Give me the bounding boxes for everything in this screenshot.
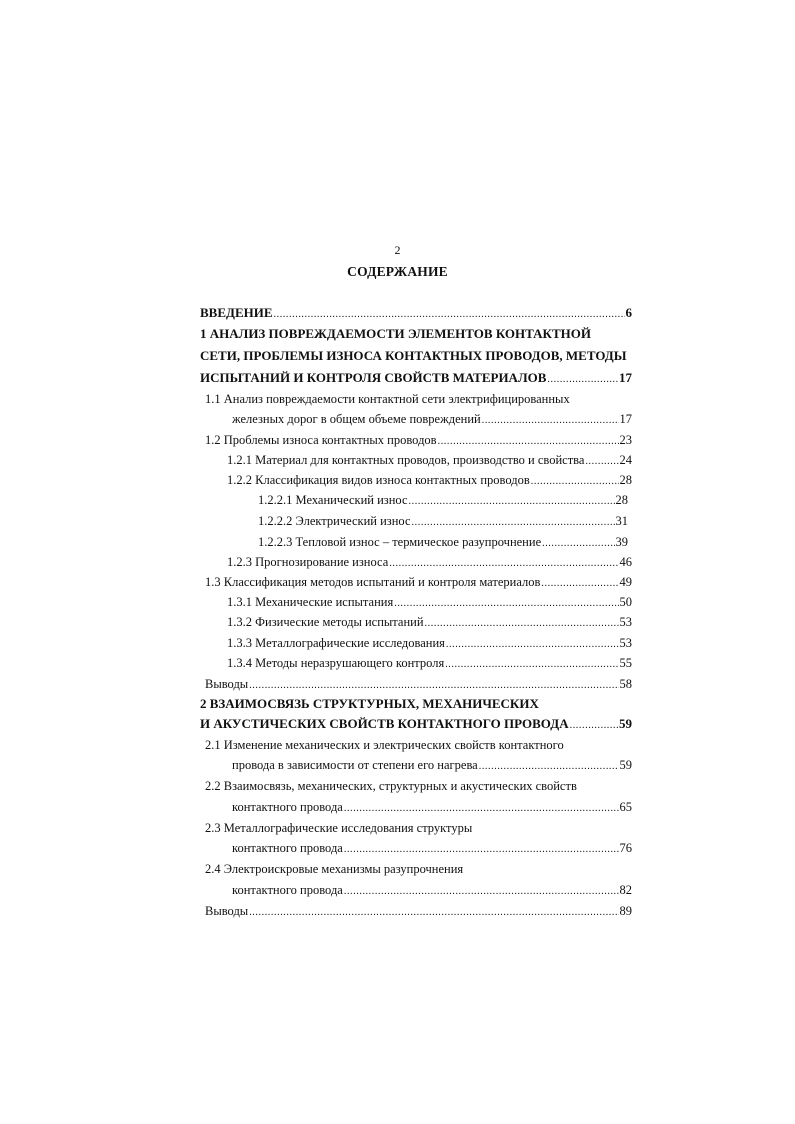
toc-entry-1-2-2-3[interactable]: [258, 532, 628, 552]
toc-entry-text: ИСПЫТАНИЙ И КОНТРОЛЯ СВОЙСТВ МАТЕРИАЛОВ: [200, 370, 547, 385]
toc-entry-1-2-2-2[interactable]: [258, 511, 628, 531]
leader-dots: [438, 430, 619, 452]
toc-entry-text: 1.3.1 Механические испытания: [227, 595, 394, 609]
leader-dots: [412, 511, 615, 533]
toc-entry-text: Выводы: [205, 677, 249, 691]
toc-entry-page: 28: [615, 493, 628, 507]
toc-entry-page: 59: [619, 716, 632, 731]
toc-entry-2-4-line-2[interactable]: [232, 880, 632, 900]
toc-entry-text: 1.3.3 Металлографические исследования: [227, 636, 445, 650]
toc-entry-text: провода в зависимости от степени его нагрева: [232, 758, 478, 772]
toc-entry-page: 46: [619, 555, 632, 569]
toc-entry-1-1-line-1[interactable]: [205, 389, 570, 409]
toc-entry-page: 53: [619, 636, 632, 650]
toc-entry-text: контактного провода: [232, 800, 343, 814]
toc-entry-text: контактного провода: [232, 841, 343, 855]
toc-entry-text: ВВЕДЕНИЕ: [200, 305, 273, 320]
toc-entry-text: 1 АНАЛИЗ ПОВРЕЖДАЕМОСТИ ЭЛЕМЕНТОВ КОНТАКТНОЙ: [200, 326, 591, 341]
page-title: СОДЕРЖАНИЕ: [347, 264, 448, 279]
toc-entry-introduction[interactable]: [200, 303, 632, 323]
leader-dots: [445, 653, 618, 675]
toc-entry-page: 58: [619, 677, 632, 691]
leader-dots: [425, 612, 619, 634]
leader-dots: [249, 901, 618, 923]
leader-dots: [344, 838, 619, 860]
toc-entry-text: 1.2.2 Классификация видов износа контактных проводов: [227, 473, 530, 487]
toc-entry-1-3[interactable]: [205, 572, 632, 592]
toc-entry-2-1-line-1[interactable]: [205, 735, 564, 755]
toc-entry-page: 39: [615, 535, 628, 549]
leader-dots: [344, 880, 619, 902]
toc-entry-2-2-line-1[interactable]: [205, 776, 577, 796]
toc-entry-chapter-1-line-1[interactable]: [200, 324, 591, 344]
toc-entry-1-2-2[interactable]: [227, 470, 632, 490]
toc-entry-page: 28: [619, 473, 632, 487]
toc-entry-page: 17: [619, 412, 632, 426]
toc-entry-text: 1.1 Анализ повреждаемости контактной сети электрифицированных: [205, 392, 570, 406]
toc-entry-page: 59: [619, 758, 632, 772]
leader-dots: [389, 552, 618, 574]
toc-entry-page: 24: [619, 453, 632, 467]
toc-entry-text: 1.2.2.1 Механический износ: [258, 493, 408, 507]
leader-dots: [541, 572, 618, 594]
toc-entry-1-3-4[interactable]: [227, 653, 632, 673]
toc-entry-text: 1.3 Классификация методов испытаний и контроля материалов: [205, 575, 541, 589]
toc-entry-text: Выводы: [205, 904, 249, 918]
leader-dots: [542, 532, 614, 554]
toc-entry-text: 1.2.2.3 Тепловой износ – термическое разупрочнение: [258, 535, 542, 549]
toc-entry-2-3-line-2[interactable]: [232, 838, 632, 858]
toc-entry-page: 49: [619, 575, 632, 589]
toc-entry-text: 2 ВЗАИМОСВЯЗЬ СТРУКТУРНЫХ, МЕХАНИЧЕСКИХ: [200, 696, 539, 711]
toc-entry-text: 1.2.1 Материал для контактных проводов, производство и свойства: [227, 453, 585, 467]
toc-entry-text: 1.3.4 Методы неразрушающего контроля: [227, 656, 445, 670]
toc-entry-2-1-line-2[interactable]: [232, 755, 632, 775]
leader-dots: [344, 797, 619, 819]
toc-entry-1-3-2[interactable]: [227, 612, 632, 632]
toc-entry-chapter-2-line-2[interactable]: [200, 714, 632, 734]
toc-entry-text: железных дорог в общем объеме повреждений: [232, 412, 481, 426]
toc-entry-2-3-line-1[interactable]: [205, 818, 472, 838]
leader-dots: [249, 674, 618, 696]
leader-dots: [570, 714, 618, 736]
leader-dots: [547, 368, 618, 390]
toc-entry-1-2-2-1[interactable]: [258, 490, 628, 510]
toc-entry-conclusions-2[interactable]: [205, 901, 632, 921]
toc-entry-page: 23: [619, 433, 632, 447]
toc-entry-1-1-line-2[interactable]: [232, 409, 632, 429]
toc-entry-page: 89: [619, 904, 632, 918]
toc-entry-1-3-3[interactable]: [227, 633, 632, 653]
toc-entry-1-2-3[interactable]: [227, 552, 632, 572]
toc-entry-page: 65: [619, 800, 632, 814]
leader-dots: [446, 633, 619, 655]
toc-entry-text: 1.3.2 Физические методы испытаний: [227, 615, 424, 629]
toc-entry-page: 76: [619, 841, 632, 855]
toc-entry-1-2-1[interactable]: [227, 450, 632, 470]
leader-dots: [409, 490, 615, 512]
toc-entry-page: 6: [625, 305, 632, 320]
toc-entry-text: СЕТИ, ПРОБЛЕМЫ ИЗНОСА КОНТАКТНЫХ ПРОВОДОВ, МЕТОДЫ: [200, 348, 627, 363]
toc-entry-page: 55: [619, 656, 632, 670]
toc-entry-text: 2.2 Взаимосвязь, механических, структурных и акустических свойств: [205, 779, 577, 793]
toc-entry-text: 2.1 Изменение механических и электрических свойств контактного: [205, 738, 564, 752]
leader-dots: [482, 409, 619, 431]
leader-dots: [531, 470, 619, 492]
toc-entry-text: 1.2.3 Прогнозирование износа: [227, 555, 389, 569]
toc-entry-text: 2.3 Металлографические исследования структуры: [205, 821, 473, 835]
leader-dots: [479, 755, 619, 777]
leader-dots: [394, 592, 618, 614]
toc-entry-2-4-line-1[interactable]: [205, 859, 463, 879]
page-number: 2: [394, 243, 401, 257]
toc-entry-chapter-1-line-3[interactable]: [200, 368, 632, 388]
toc-entry-text: контактного провода: [232, 883, 343, 897]
toc-entry-page: 50: [619, 595, 632, 609]
toc-entry-1-2[interactable]: [205, 430, 632, 450]
toc-entry-page: 31: [615, 514, 628, 528]
toc-entry-page: 53: [619, 615, 632, 629]
toc-entry-chapter-2-line-1[interactable]: [200, 694, 539, 714]
toc-entry-page: 17: [619, 370, 632, 385]
toc-entry-conclusions-1[interactable]: [205, 674, 632, 694]
leader-dots: [274, 303, 625, 325]
toc-entry-2-2-line-2[interactable]: [232, 797, 632, 817]
leader-dots: [585, 450, 618, 472]
toc-entry-text: 2.4 Электроискровые механизмы разупрочнения: [205, 862, 464, 876]
toc-entry-chapter-1-line-2[interactable]: [200, 346, 627, 366]
toc-entry-text: 1.2.2.2 Электрический износ: [258, 514, 411, 528]
toc-entry-page: 82: [619, 883, 632, 897]
toc-entry-text: 1.2 Проблемы износа контактных проводов: [205, 433, 437, 447]
toc-entry-1-3-1[interactable]: [227, 592, 632, 612]
toc-entry-text: И АКУСТИЧЕСКИХ СВОЙСТВ КОНТАКТНОГО ПРОВОДА: [200, 716, 569, 731]
